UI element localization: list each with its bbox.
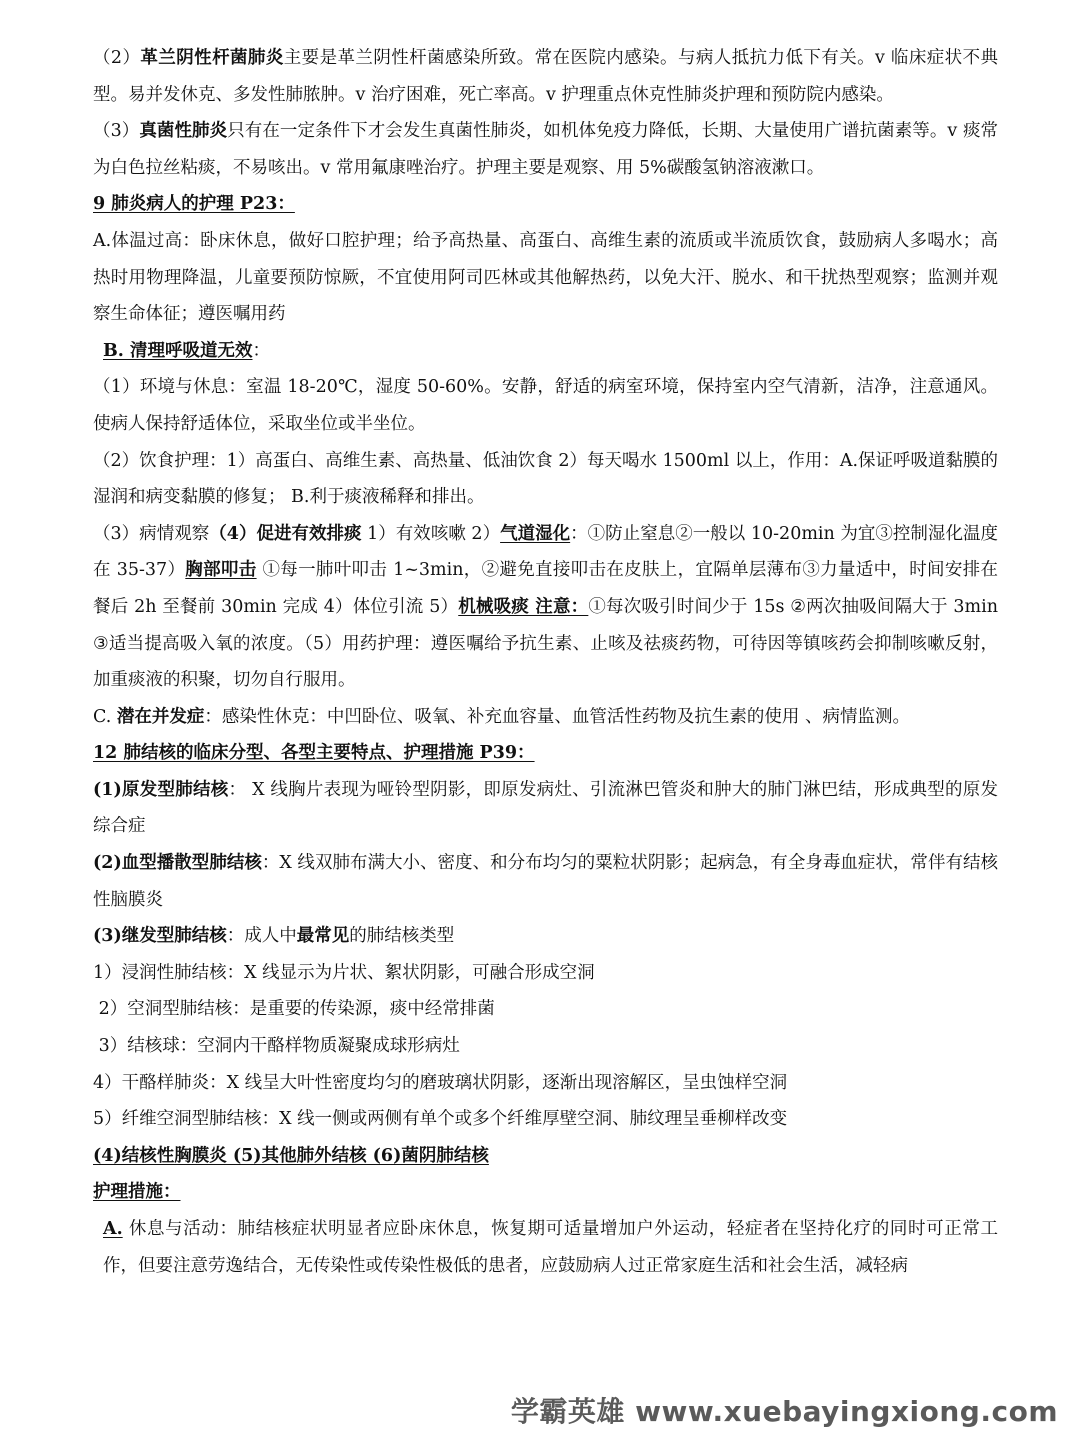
heading-b [93,333,998,370]
term-bold: 潜在并发症 [116,706,205,727]
text: ：感染性休克：中凹卧位、吸氧、补充血容量、血管活性药物及抗生素的使用 、病情监测。 [204,706,910,727]
heading-other-tb [93,1138,998,1175]
text: （2）饮食护理：1）高蛋白、高维生素、高热量、低油饮食 2）每天喝水 1500ml 以上，作用：A.保证呼吸道黏膜的湿润和病变黏膜的修复； B.利于痰液稀释和排出。 [93,450,999,508]
paragraph-rest [93,1211,998,1284]
text: 的肺结核类型 [349,926,455,947]
term-bold: 革兰阴性杆菌肺炎 [140,48,284,68]
term-underlined: A. [103,1219,123,1239]
text: ①每次吸引时间少于 15s ②两次抽吸间隔大于 3min ③适当提高吸入氧的浓度。（5）用药护理：遵医嘱给予抗生素、止咳及祛痰药物，可待因等镇咳药会抑制咳嗽反射，加重痰液的积聚，切勿自行服用。 [93,596,999,691]
term-underlined: 气道湿化 [500,523,571,544]
list-item [93,955,998,992]
paragraph-hematogenous-tb [93,845,998,918]
list-item [93,1028,998,1065]
list-item [93,991,998,1028]
paragraph-secondary-tb [93,918,998,955]
text: 3）结核球：空洞内干酪样物质凝聚成球形病灶 [93,1036,460,1057]
text: 只有在一定条件下才会发生真菌性肺炎，如机体免疫力降低，长期、大量使用广谱抗菌素等。v 痰常为白色拉丝粘痰，不易咳出。v 常用氟康唑治疗。护理主要是观察、用 5%碳酸氢钠溶液漱口。 [93,121,999,178]
text: A.体温过高：卧床休息，做好口腔护理；给予高热量、高蛋白、高维生素的流质或半流质饮食，鼓励病人多喝水；高热时用物理降温，儿童要预防惊厥，不宜使用阿司匹林或其他解热药，以免大汗、脱水、和干扰热型观察；监测并观察生命体征；遵医嘱用药 [93,230,998,325]
text: ：X 线双肺布满大小、密度、和分布均匀的粟粒状阴影；起病急，有全身毒血症状，常伴有结核性脑膜炎 [93,853,998,910]
list-item [93,1101,998,1138]
term-underlined: 胸部叩击 [185,560,257,581]
text: （2） [93,48,141,68]
paragraph-fungal-pneumonia [93,113,998,186]
text: 4）干酪样肺炎：X 线呈大叶性密度均匀的磨玻璃状阴影，逐渐出现溶解区，呈虫蚀样空洞 [93,1072,788,1093]
term-underlined: 机械吸痰 注意： [458,596,589,617]
document-page [93,40,998,1284]
text: 休息与活动：肺结核症状明显者应卧床休息，恢复期可适量增加户外运动，轻症者在坚持化疗的同时可正常工作，但要注意劳逸结合，无传染性或传染性极低的患者，应鼓励病人过正常家庭生活和社会生活，减轻病 [103,1219,998,1276]
text: 5）纤维空洞型肺结核：X 线一侧或两侧有单个或多个纤维厚壁空洞、肺纹理呈垂柳样改变 [93,1109,788,1130]
text: C. [93,706,117,727]
watermark-footer: 学霸英雄 www.xuebayingxiong.com [510,1395,1058,1428]
paragraph-environment [93,369,998,442]
list-item [93,1065,998,1102]
paragraph-gram-negative-pneumonia [93,40,998,113]
paragraph-observation [93,516,998,699]
paragraph-diet [93,443,998,516]
term-bold: （4）促进有效排痰 [209,523,362,544]
heading-text: 12 肺结核的临床分型、各型主要特点、护理措施 P39： [93,743,535,764]
heading-9 [93,186,998,223]
text: 1）有效咳嗽 2） [361,523,501,544]
text: ： [252,340,270,361]
text: （3） [93,121,140,142]
text: 主要是革兰阴性杆菌感染所致。常在医院内感染。与病人抵抗力低下有关。v 临床症状不典型。易并发休克、多发性肺脓肿。v 治疗困难，死亡率高。v 护理重点休克性肺炎护理和预防院内感染。 [93,48,999,105]
paragraph-fever [93,223,998,333]
heading-text: (4)结核性胸膜炎 (5)其他肺外结核 (6)菌阴肺结核 [93,1145,489,1166]
heading-text: 9 肺炎病人的护理 P23： [93,194,295,215]
term-bold: (2)血型播散型肺结核 [93,853,262,874]
paragraph-complication [93,699,998,736]
text: 1）浸润性肺结核：X 线显示为片状、絮状阴影，可融合形成空洞 [93,962,595,983]
term-bold: 最常见 [296,926,350,947]
text: ：①防止窒息②一般以 10-20min 为宜③控制湿化温度在 35-37） [93,523,998,581]
text: （1）环境与休息：室温 18-20℃，湿度 50-60%。安静，舒适的病室环境，保持室内空气清新，洁净，注意通风。使病人保持舒适体位，采取坐位或半坐位。 [93,377,998,434]
term-bold: 真菌性肺炎 [139,121,228,142]
term-bold: (3)继发型肺结核 [93,926,227,947]
term-bold: (1)原发型肺结核 [93,779,229,800]
heading-nursing [93,1174,998,1211]
heading-12 [93,735,998,772]
heading-text: 护理措施： [93,1182,181,1203]
text: （3）病情观察 [93,523,210,544]
text: ： X 线胸片表现为哑铃型阴影，即原发病灶、引流淋巴管炎和肿大的肺门淋巴结，形成典型的原发综合症 [93,779,998,837]
paragraph-primary-tb [93,772,998,845]
heading-text: B. 清理呼吸道无效 [103,340,253,361]
text: ①每一肺叶叩击 1~3min，②避免直接叩击在皮肤上，宜隔单层薄布③力量适中，时间安排在餐后 2h 至餐前 30min 完成 4）体位引流 5） [93,560,999,617]
text: ：成人中 [226,926,297,947]
text: 2）空洞型肺结核：是重要的传染源，痰中经常排菌 [93,999,495,1020]
